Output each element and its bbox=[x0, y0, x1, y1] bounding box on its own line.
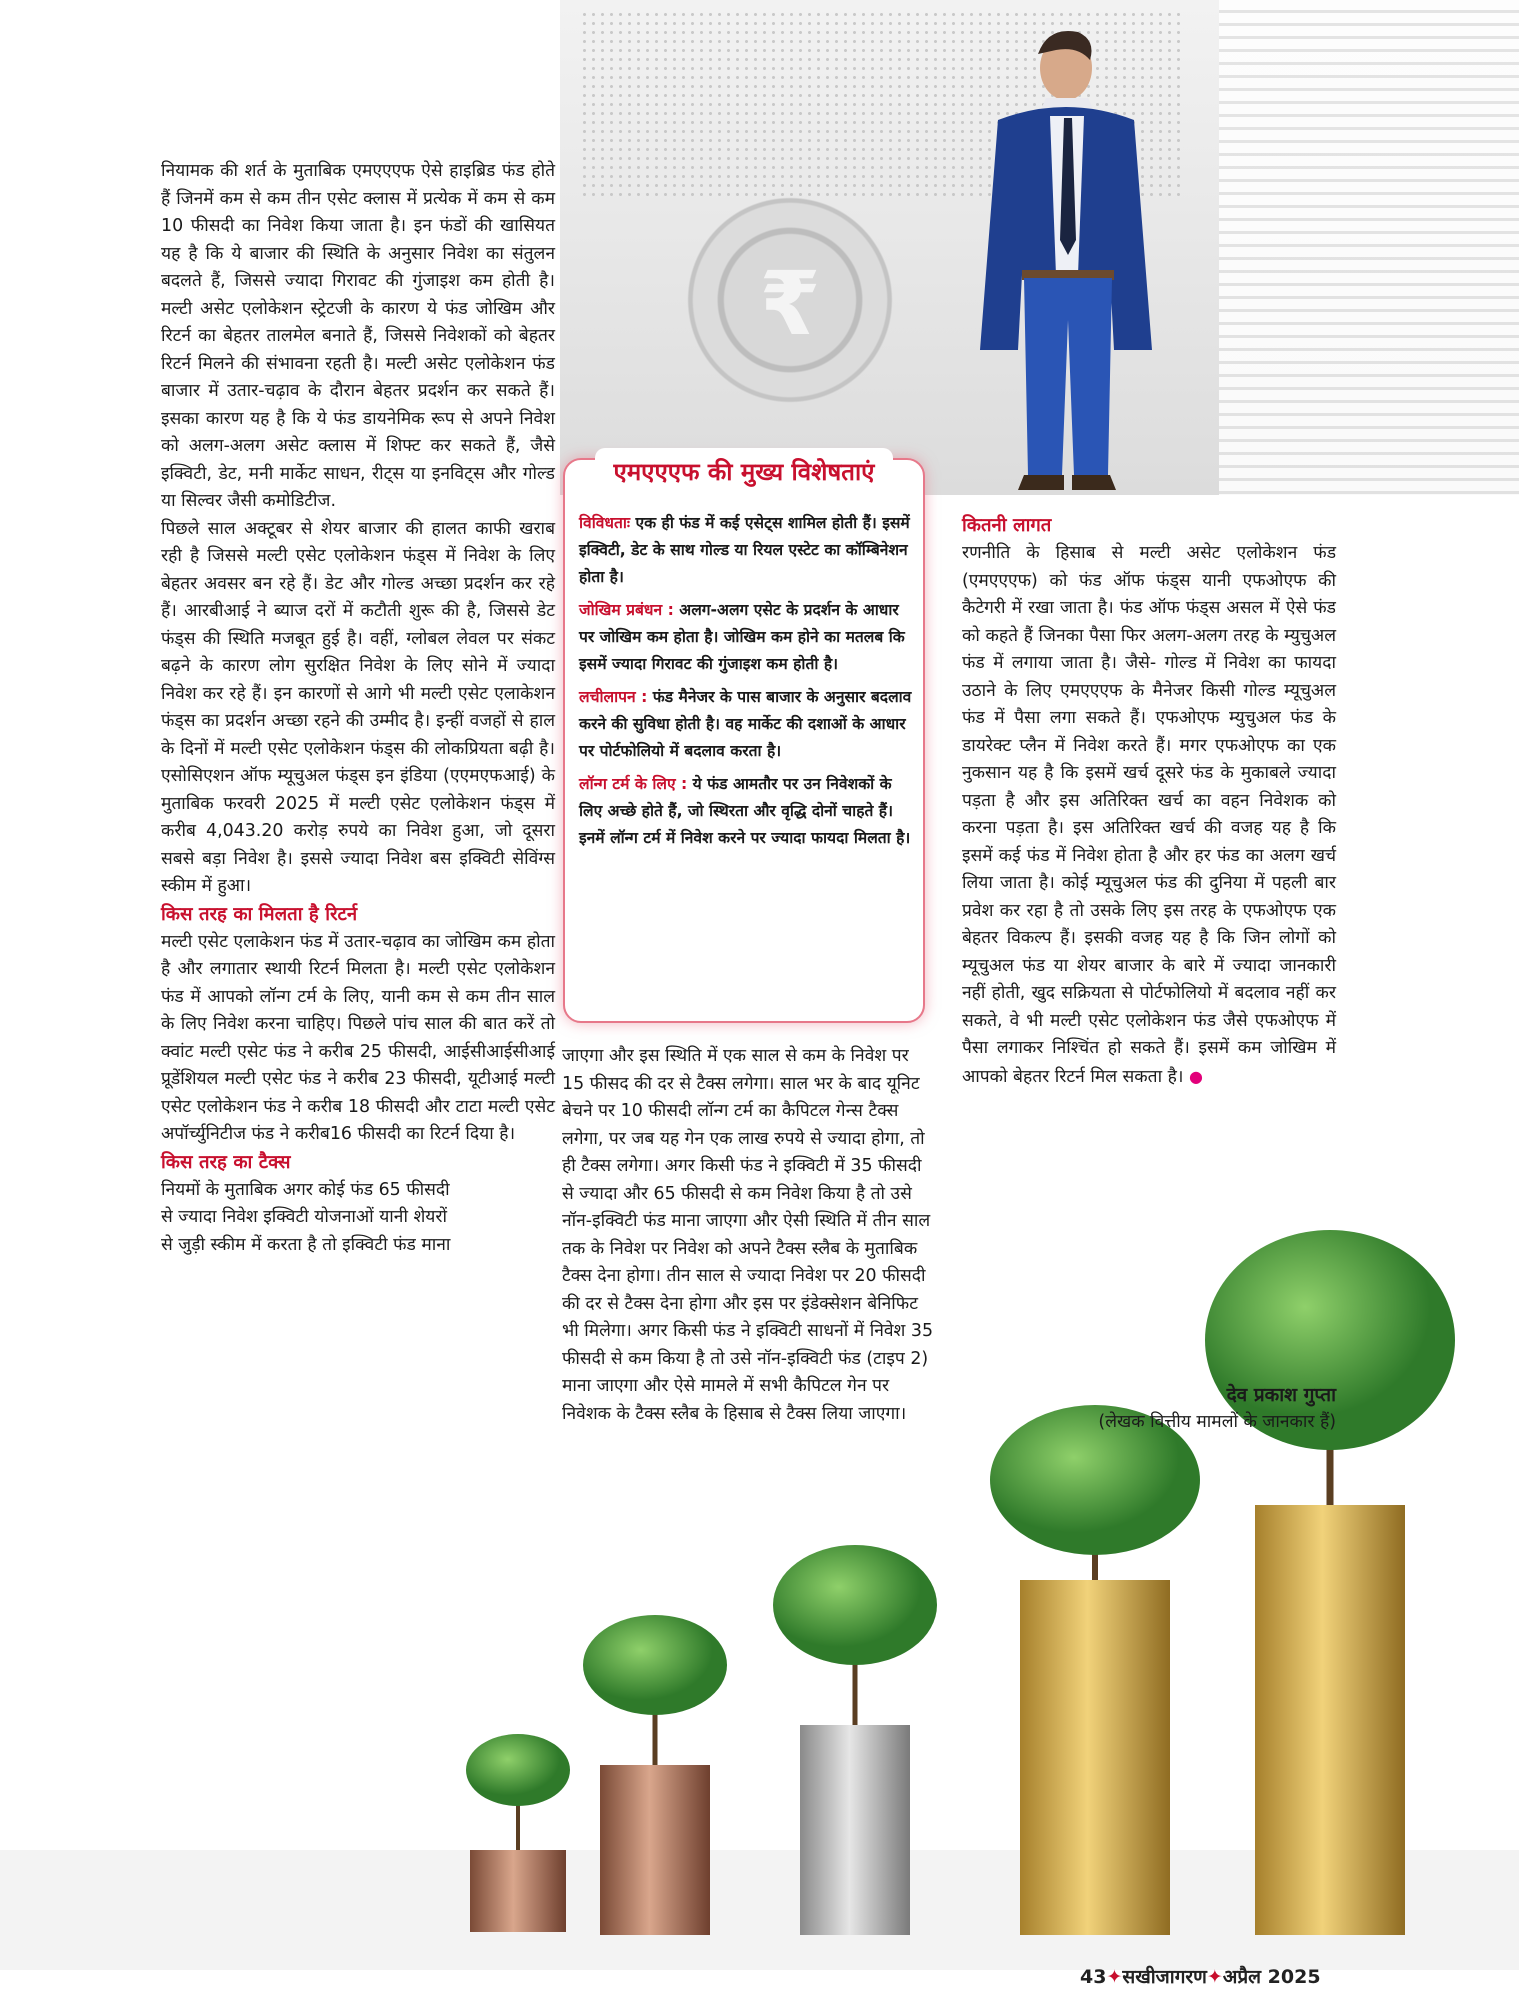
right-column bbox=[962, 512, 1336, 1091]
end-mark-icon: ● bbox=[1188, 1066, 1203, 1086]
feature-text: अलग-अलग एसेट के प्रदर्शन के आधार पर जोखिम कम होता है। जोखिम कम होने का मतलब कि इसमें ज्यादा गिरावट की गुंजाइश कम होती है। bbox=[579, 601, 905, 673]
market-paragraph: पिछले साल अक्टूबर से शेयर बाजार की हालत काफी खराब रही है जिससे मल्टी एसेट एलोकेशन फंड्स में निवेश के लिए बेहतर अवसर बन रहे हैं। डेट और गोल्ड अच्छा प्रदर्शन कर रहे हैं। आरबीआई ने ब्याज दरों में कटौती शुरू की है, जिससे डेट फंड्स की स्थिति मजबूत हुई है। वहीं, ग्लोबल लेवल पर संकट बढ़ने के कारण लोग सुरक्षित निवेश के लिए सोने में ज्यादा निवेश कर रहे हैं। इन कारणों से आगे भी मल्टी एसेट एलाकेशन फंड्स का प्रदर्शन अच्छा रहने की उम्मीद है। इन्हीं वजहों से हाल के दिनों में मल्टी एसेट एलोकेशन फंड्स की लोकप्रियता बढ़ी है। एसोसिएशन ऑफ म्यूचुअल फंड्स इन इंडिया (एएमएफआई) के मुताबिक फरवरी 2025 में मल्टी एसेट एलोकेशन फंड्स में करीब 4,043.20 करोड़ रुपये का निवेश हुआ, जो दूसरा सबसे बड़ा निवेश है। इससे ज्यादा निवेश बस इक्विटी सेविंग्स स्कीम में हुआ। bbox=[161, 518, 555, 896]
features-box bbox=[563, 458, 925, 1023]
author-note: (लेखक वित्तीय मामलों के जानकार हैं) bbox=[1098, 1412, 1336, 1432]
author-name: देव प्रकाश गुप्ता bbox=[1226, 1384, 1336, 1406]
tax-paragraph: नियमों के मुताबिक अगर कोई फंड 65 फीसदी से ज्यादा निवेश इक्विटी योजनाओं यानी शेयरों से जुड़ी स्कीम में करता है तो इक्विटी फंड माना bbox=[161, 1179, 451, 1255]
returns-paragraph: मल्टी एसेट एलाकेशन फंड में उतार-चढ़ाव का जोखिम कम होता है और लगातार स्थायी रिटर्न मिलता है। मल्टी एसेट एलोकेशन फंड में आपको लॉन्ग टर्म के लिए, यानी कम से कम तीन साल के लिए निवेश करना चाहिए। पिछले पांच साल की बात करें तो क्वांट मल्टी एसेट फंड ने करीब 25 फीसदी, आईसीआईसीआई प्रूडेंशियल मल्टी एसेट फंड ने करीब 23 फीसदी, यूटीआई मल्टी एसेट एलोकेशन फंड ने करीब 18 फीसदी और टाटा मल्टी एसेट अपॉर्च्युनिटीज फंड ने करीब16 फीसदी का रिटर्न दिया है। bbox=[161, 931, 555, 1144]
magazine-name: सखीजागरण bbox=[1122, 1966, 1207, 1988]
heading-returns: किस तरह का मिलता है रिटर्न bbox=[161, 903, 358, 925]
hero-photo bbox=[560, 0, 1519, 495]
middle-column bbox=[562, 1043, 934, 1428]
feature-item bbox=[579, 510, 913, 591]
cost-text: रणनीति के हिसाब से मल्टी असेट एलोकेशन फंड (एमएएएफ) को फंड ऑफ फंड्स यानी एफओएफ की कैटेगरी में रखा जाता है। फंड ऑफ फंड्स असल में ऐसे फंड को कहते हैं जिनका पैसा फिर अलग-अलग तरह के म्युचुअल फंड में लगाया जाता है। जैसे- गोल्ड में निवेश का फायदा उठाने के लिए एमएएएफ के मैनेजर किसी गोल्ड म्यूचुअल फंड में पैसा लगा सकते हैं। एफओएफ म्युचुअल फंड के डायरेक्ट प्लैन में निवेश करते हैं। मगर एफओएफ का एक नुकसान यह है कि इसमें खर्च दूसरे फंड के मुकाबले ज्यादा पड़ता है और इस अतिरिक्त खर्च का वहन निवेशक को करना पड़ता है। इस अतिरिक्त खर्च की वजह यह है कि इसमें कई फंड में निवेश होता है और हर फंड का अलग खर्च लिया जाता है। कोई म्यूचुअल फंड की दुनिया में पहली बार प्रवेश कर रहा है तो उसके लिए इस तरह के एफओएफ एक बेहतर विकल्प हैं। इसकी वजह यह है कि जिन लोगों को म्यूचुअल फंड या शेयर बाजार के बारे में ज्यादा जानकारी नहीं होती, खुद सक्रियता से पोर्टफोलियो में बदलाव नहीं कर सकते, वे भी मल्टी एसेट एलोकेशन फंड जैसे एफओएफ में पैसा लगाकर निश्चिंत हो सकते हैं। इसमें कम जोखिम में आपको बेहतर रिटर्न मिल सकता है। bbox=[962, 543, 1336, 1087]
features-box-title: एमएएएफ की मुख्य विशेषताएं bbox=[595, 448, 893, 496]
feature-text: ये फंड आमतौर पर उन निवेशकों के लिए अच्छे होते हैं, जो स्थिरता और वृद्धि दोनों चाहते हैं। इनमें लॉन्ग टर्म में निवेश करने पर ज्यादा फायदा मिलता है। bbox=[579, 775, 911, 847]
rupee-icon: ₹ bbox=[680, 190, 900, 410]
middle-paragraph: जाएगा और इस स्थिति में एक साल से कम के निवेश पर 15 फीसद की दर से टैक्स लगेगा। साल भर के बाद यूनिट बेचने पर 10 फीसदी लॉन्ग टर्म का कैपिटल गेन्स टैक्स लगेगा, पर जब यह गेन एक लाख रुपये से ज्यादा होगा, तो ही टैक्स लगेगा। अगर किसी फंड ने इक्विटी में 35 फीसदी से ज्यादा और 65 फीसदी से कम निवेश किया है तो उसे नॉन-इक्विटी फंड माना जाएगा और ऐसी स्थिति में तीन साल तक के निवेश पर निवेश को अपने टैक्स स्लैब के मुताबिक टैक्स देना होगा। तीन साल से ज्यादा निवेश पर 20 फीसदी की दर से टैक्स देना होगा और इस पर इंडेक्सेशन बेनिफिट भी मिलेगा। अगर किसी फंड ने इक्विटी साधनों में निवेश 35 फीसदी से कम किया है तो उसे नॉन-इक्विटी फंड (टाइप 2) माना जाएगा और ऐसे मामले में सभी कैपिटल गेन पर निवेशक के टैक्स स्लैब के हिसाब से टैक्स लिया जाएगा। bbox=[562, 1046, 934, 1424]
feature-key: लॉन्ग टर्म के लिए : bbox=[579, 775, 688, 793]
feature-item bbox=[579, 597, 913, 678]
feature-text: एक ही फंड में कई एसेट्स शामिल होती हैं। इसमें इक्विटी, डेट के साथ गोल्ड या रियल एस्टेट का कॉम्बिनेशन होता है। bbox=[579, 514, 910, 586]
heading-tax: किस तरह का टैक्स bbox=[161, 1151, 291, 1173]
feature-item bbox=[579, 684, 913, 765]
page-footer bbox=[1080, 1958, 1340, 1996]
page-number: 43 bbox=[1080, 1966, 1107, 1988]
feature-text: फंड मैनेजर के पास बाजार के अनुसार बदलाव करने की सुविधा होती है। वह मार्केट की दशाओं के आधार पर पोर्टफोलियो में बदलाव करता है। bbox=[579, 688, 912, 760]
feature-key: विविधताः bbox=[579, 514, 631, 532]
left-column bbox=[161, 158, 555, 1259]
star-icon: ✦ bbox=[1106, 1966, 1123, 1988]
feature-item bbox=[579, 771, 913, 852]
cost-paragraph bbox=[962, 540, 1336, 1091]
feature-key: लचीलापन : bbox=[579, 688, 648, 706]
issue-date: अप्रैल 2025 bbox=[1222, 1966, 1321, 1988]
feature-key: जोखिम प्रबंधन : bbox=[579, 601, 674, 619]
star-icon: ✦ bbox=[1206, 1966, 1223, 1988]
author-block bbox=[962, 1382, 1336, 1436]
intro-paragraph: नियामक की शर्त के मुताबिक एमएएएफ ऐसे हाइब्रिड फंड होते हैं जिनमें कम से कम तीन एसेट क्लास में प्रत्येक में कम से कम 10 फीसदी का निवेश किया जाता है। इन फंडों की खासियत यह है कि ये बाजार की स्थिति के अनुसार निवेश का संतुलन बदलते हैं, जिससे ज्यादा गिरावट की गुंजाइश कम होती है। मल्टी असेट एलोकेशन स्ट्रेटजी के कारण ये फंड जोखिम और रिटर्न का बेहतर तालमेल बनाते हैं, जिससे निवेशकों को बेहतर रिटर्न मिलने की संभावना रहती है। मल्टी असेट एलोकेशन फंड बाजार में उतार-चढ़ाव के दौरान बेहतर प्रदर्शन कर सकते हैं। इसका कारण यह है कि ये फंड डायनेमिक रूप से अपने निवेश को अलग-अलग असेट क्लास में शिफ्ट कर सकते हैं, जैसे इक्विटी, डेट, मनी मार्केट साधन, रीट्स या इनविट्स और गोल्ड या सिल्वर जैसी कमोडिटीज. bbox=[161, 161, 555, 511]
window-blinds-graphic bbox=[1219, 0, 1519, 495]
businessman-illustration bbox=[938, 20, 1168, 495]
heading-cost: कितनी लागत bbox=[962, 515, 1052, 536]
